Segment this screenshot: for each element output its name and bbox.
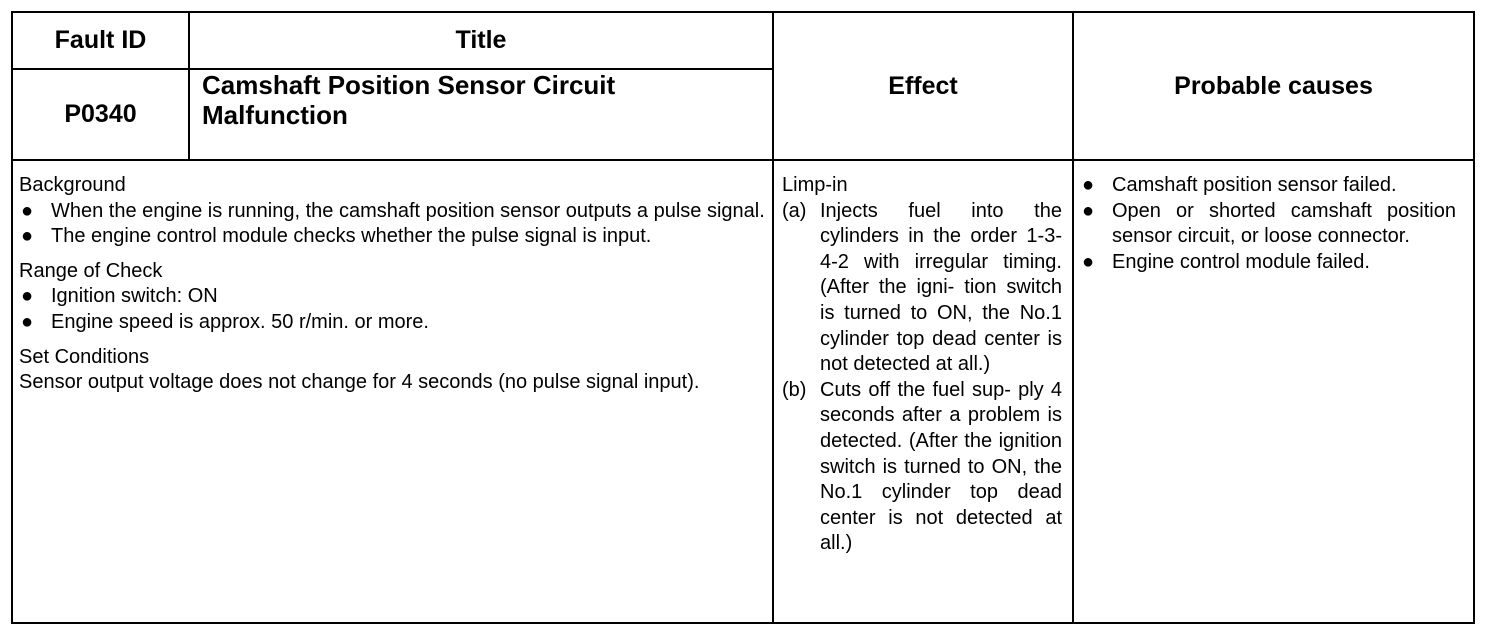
list-item: (b) Cuts off the fuel sup- ply 4 seconds after a problem is detected. (After the ignition switch is turned to ON, the No.1 cylinder top dead center is not detected at all.): [782, 378, 1062, 555]
list-item: ● The engine control module checks whether the pulse signal is input.: [19, 224, 765, 250]
fault-id-code: P0340: [64, 100, 137, 128]
description-cell: [19, 173, 765, 396]
bullet-icon: ●: [21, 225, 34, 248]
list-item: ● When the engine is running, the camshaft position sensor outputs a pulse signal.: [19, 199, 765, 225]
background-heading: Background: [19, 174, 126, 196]
limp-in-heading: Limp-in: [782, 174, 848, 196]
bullet-icon: ●: [1082, 174, 1095, 196]
set-conditions-heading: Set Conditions: [19, 345, 150, 368]
causes-header-label: Probable causes: [1174, 71, 1373, 100]
effect-header: [774, 13, 1072, 159]
range-list: [19, 284, 765, 335]
fault-title-line-1: Camshaft Position Sensor Circuit: [202, 70, 616, 100]
bullet-icon: ●: [21, 310, 34, 333]
effect-list: [782, 199, 1062, 557]
bullet-icon: ●: [1082, 250, 1095, 273]
causes-list: [1080, 173, 1456, 275]
list-item: ● Ignition switch: ON: [19, 284, 765, 310]
causes-cell: [1080, 173, 1456, 275]
list-item: ● Camshaft position sensor failed.: [1080, 173, 1456, 199]
range-heading: Range of Check: [19, 259, 163, 282]
effect-header-label: Effect: [888, 71, 958, 100]
item-marker: (a): [782, 199, 807, 222]
background-list: [19, 199, 765, 250]
list-item: ● Engine speed is approx. 50 r/min. or more.: [19, 310, 765, 336]
list-item: (a) Injects fuel into the cylinders in the order 1-3-4-2 with irregular timing. (After the igni- tion switch is turned to ON, the No.1 cylinder top dead center is not detected at all.): [782, 199, 1062, 376]
list-item: ● Engine control module failed.: [1080, 250, 1456, 276]
item-marker: (b): [782, 378, 807, 401]
title-header: [190, 13, 772, 68]
fault-id-header-label: Fault ID: [54, 26, 147, 54]
fault-id-value: [13, 70, 188, 159]
list-item: ● Open or shorted camshaft position sensor circuit, or loose connector.: [1082, 199, 1456, 248]
fault-id-header: [13, 13, 188, 68]
bullet-icon: ●: [21, 285, 34, 308]
bullet-icon: ●: [1082, 199, 1095, 222]
set-conditions-text: Sensor output voltage does not change for 4 seconds (no pulse signal input).: [19, 371, 700, 394]
fault-title-line-2: Malfunction: [202, 100, 348, 130]
causes-header: [1074, 13, 1473, 159]
divider-horizontal-body: [11, 159, 1475, 161]
bullet-icon: ●: [21, 199, 34, 222]
fault-title-value: [190, 70, 772, 159]
effect-cell: [782, 173, 1062, 557]
title-header-label: Title: [455, 26, 507, 54]
